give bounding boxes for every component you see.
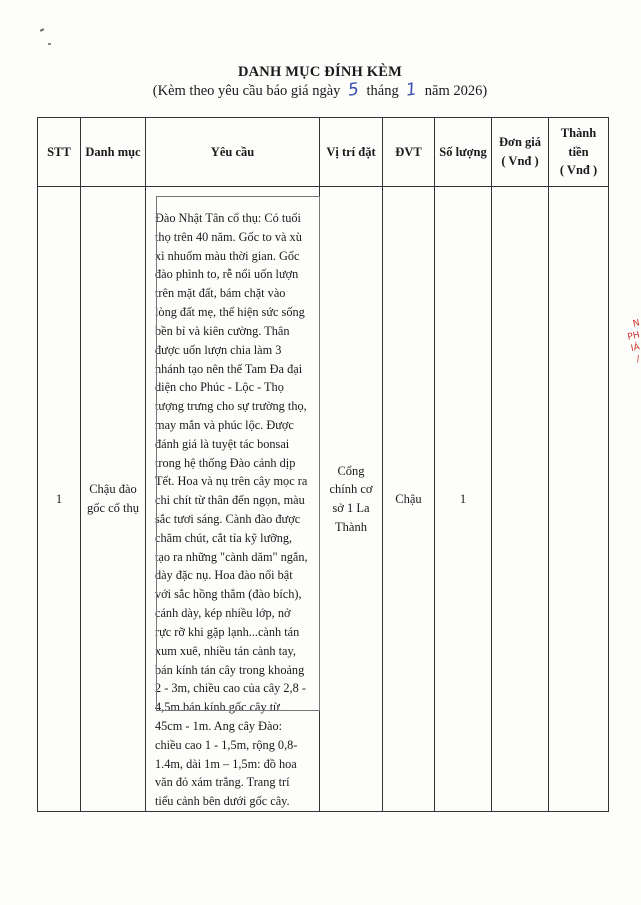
header-don-gia-label: Đơn giá bbox=[499, 135, 541, 150]
header-danh-muc: Danh mục bbox=[81, 118, 146, 187]
cell-don-gia bbox=[492, 187, 549, 812]
red-stamp-fragment bbox=[614, 320, 640, 440]
handwritten-month: 1 bbox=[404, 79, 419, 101]
cell-vi-tri: Cổng chính cơ sở 1 La Thành bbox=[320, 187, 383, 812]
cell-danh-muc: Chậu đào gốc cổ thụ bbox=[81, 187, 146, 812]
stamp-line: IÁ bbox=[630, 342, 641, 355]
scan-speck bbox=[48, 43, 51, 45]
scan-speck bbox=[40, 28, 44, 32]
attachment-table bbox=[37, 117, 609, 812]
header-don-gia-unit: ( Vnđ ) bbox=[501, 154, 539, 168]
header-thanh-tien bbox=[549, 118, 609, 187]
subtitle-suffix: năm 2026) bbox=[424, 83, 488, 99]
document-title: DANH MỤC ĐÍNH KÈM bbox=[237, 64, 403, 80]
subtitle-month-word: tháng bbox=[366, 83, 399, 99]
header-thanh-tien-label: Thành tiền bbox=[560, 125, 597, 159]
stamp-line: PH bbox=[626, 330, 641, 343]
stamp-line: / bbox=[635, 354, 641, 366]
cell-yeu-cau: Đào Nhật Tân cổ thụ: Có tuổi thọ trên 40 năm. Gốc to và xù xì nhuốm màu thời gian. Gốc đào phình to, rễ nổi uốn lượn trên mặt đất, bám chặt vào lòng đất mẹ, thể hiện sức sống bền bỉ và kiên cường. Thân được uốn lượn chia làm 3 nhánh tạo nên thế Tam Đa đại diện cho Phúc - Lộc - Thọ tượng trưng cho sự trường thọ, may mắn và phúc lộc. Được đánh giá là tuyệt tác bonsai trong hệ thống Đào cảnh dịp Tết. Hoa và nụ trên cây mọc ra chi chít từ thân đến ngọn, màu sắc tươi sáng. Cành đào được chăm chút, cắt tỉa kỹ lưỡng, tạo ra những "cành dăm" ngắn, dày đặc nụ. Hoa đào nổi bật với sắc hồng thắm (đào bích), cánh dày, kép nhiều lớp, nở rực rỡ khi gặp lạnh...cành tán xum xuê, nhiều tán cành tay, bán kính tán cây trong khoảng 2 - 3m, chiều cao của cây 2,8 - 4,5m bán kính gốc cây từ 45cm - 1m. Ang cây Đào: chiều cao 1 - 1,5m, rộng 0,8-1.4m, dài 1m – 1,5m: đồ hoa văn đỏ xám trắng. Trang trí tiểu cảnh bên dưới gốc cây. bbox=[146, 187, 320, 812]
table-header-row bbox=[38, 118, 609, 187]
header-yeu-cau: Yêu cầu bbox=[146, 118, 320, 187]
header-so-luong: Số lượng bbox=[435, 118, 492, 187]
document-subtitle bbox=[0, 80, 640, 100]
handwritten-day: 5 bbox=[346, 79, 361, 101]
subtitle-prefix: (Kèm theo yêu cầu báo giá ngày bbox=[152, 83, 341, 99]
header-thanh-tien-unit: ( Vnđ ) bbox=[559, 163, 598, 178]
header-vi-tri: Vị trí đặt bbox=[320, 118, 383, 187]
header-don-gia bbox=[492, 118, 549, 187]
header-dvt: ĐVT bbox=[383, 118, 435, 187]
header-stt: STT bbox=[38, 118, 81, 187]
cell-so-luong: 1 bbox=[435, 187, 492, 812]
cell-dvt: Chậu bbox=[383, 187, 435, 812]
cell-thanh-tien bbox=[549, 187, 609, 812]
cell-stt: 1 bbox=[38, 187, 81, 812]
table-row bbox=[38, 187, 609, 812]
stamp-line: N bbox=[632, 318, 641, 330]
